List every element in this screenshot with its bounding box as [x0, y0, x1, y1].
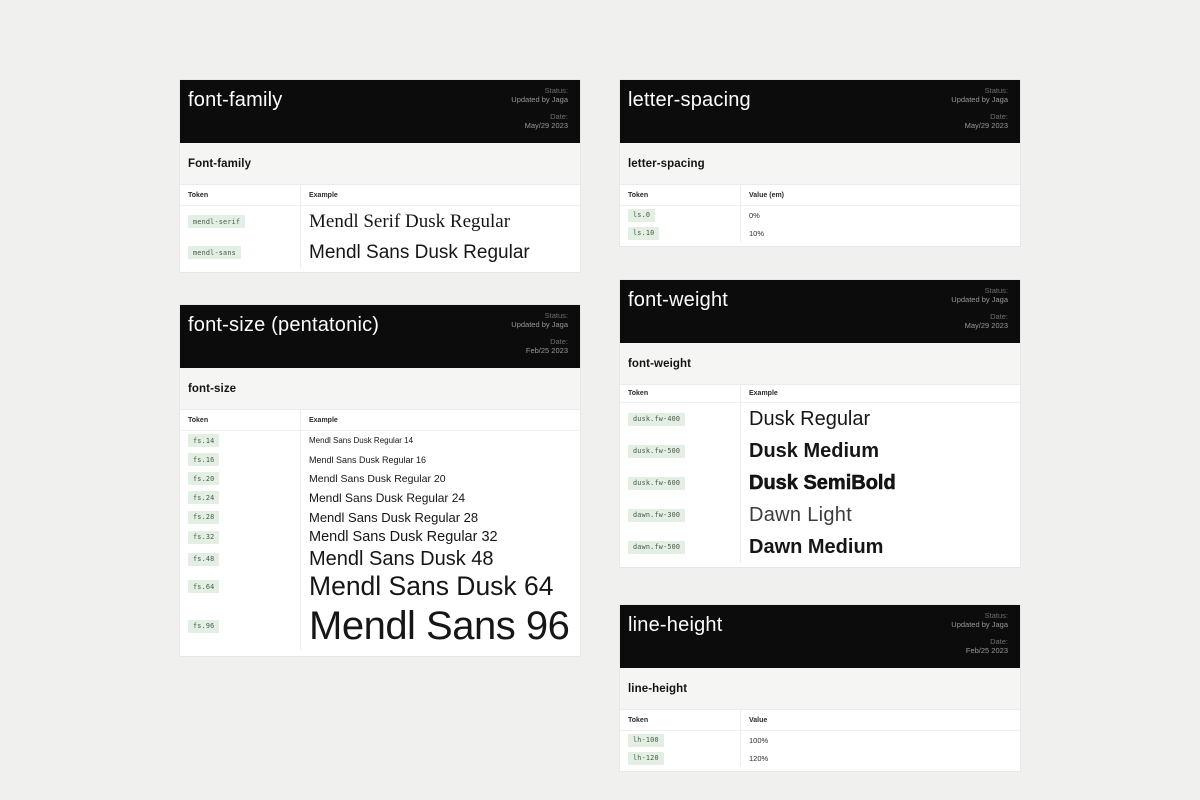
- table-header: [620, 185, 1020, 206]
- card-title: font-family: [188, 89, 283, 111]
- token-card-font-size[interactable]: [180, 305, 580, 656]
- column-header-token: Token: [628, 716, 649, 724]
- card-header: [180, 80, 580, 143]
- token-example: Dusk Medium: [749, 439, 880, 462]
- card-title: letter-spacing: [628, 89, 751, 111]
- date-value: May/29 2023: [524, 121, 568, 130]
- token-table: [180, 185, 580, 272]
- token-table: [620, 385, 1020, 567]
- column-header-value: Value: [740, 710, 1020, 730]
- token-example: Mendl Sans 96: [309, 603, 570, 648]
- column-header-token: Token: [628, 390, 649, 397]
- token-badge: mendl-sans: [188, 246, 241, 259]
- column-header-value: Value (em): [740, 185, 1020, 205]
- token-example: Dawn Medium: [749, 535, 884, 558]
- column-header-token: Token: [628, 191, 649, 199]
- token-example: Mendl Sans Dusk Regular 32: [309, 529, 498, 545]
- date-label: Date:: [550, 112, 568, 121]
- card-header: [180, 305, 580, 368]
- section-title: font-size: [188, 382, 237, 395]
- card-meta: [951, 611, 1008, 655]
- token-example: Mendl Sans Dusk Regular 24: [309, 490, 466, 505]
- table-row: [620, 467, 1020, 499]
- table-row: [180, 602, 580, 650]
- status-label: Status:: [544, 311, 568, 320]
- token-table: [620, 710, 1020, 771]
- date-value: May/29 2023: [964, 121, 1008, 130]
- token-badge: fs.64: [188, 580, 219, 593]
- section-band: [620, 668, 1020, 710]
- card-title: font-weight: [628, 289, 729, 311]
- token-value: 120%: [749, 753, 769, 763]
- token-example: Mendl Sans Dusk Regular 16: [309, 454, 427, 465]
- token-badge: fs.96: [188, 620, 219, 633]
- date-value: May/29 2023: [964, 321, 1008, 330]
- token-example: Dusk Regular: [749, 407, 871, 430]
- status-label: Status:: [544, 86, 568, 95]
- table-row: [620, 749, 1020, 767]
- status-value: Updated by Jaga: [511, 320, 568, 329]
- token-example: Mendl Serif Dusk Regular: [309, 210, 511, 232]
- table-row: [180, 507, 580, 527]
- table-row: [620, 731, 1020, 749]
- token-badge: fs.28: [188, 511, 219, 524]
- token-card-letter-spacing[interactable]: [620, 80, 1020, 246]
- token-value: 100%: [749, 735, 769, 745]
- status-label: Status:: [984, 86, 1008, 95]
- table-row: [180, 571, 580, 602]
- date-label: Date:: [990, 312, 1008, 321]
- table-row: [180, 431, 580, 450]
- table-row: [620, 206, 1020, 224]
- token-example: Mendl Sans Dusk Regular: [309, 241, 530, 263]
- table-row: [180, 450, 580, 469]
- token-badge: mendl-serif: [188, 215, 245, 228]
- section-band: [620, 343, 1020, 385]
- token-example: Mendl Sans Dusk Regular 14: [309, 436, 414, 445]
- status-label: Status:: [984, 611, 1008, 620]
- column-header-example: Example: [300, 185, 580, 205]
- status-value: Updated by Jaga: [951, 295, 1008, 304]
- card-header: [620, 80, 1020, 143]
- table-row: [180, 527, 580, 547]
- token-badge: lh-120: [628, 752, 664, 765]
- token-badge: dawn.fw-300: [628, 509, 685, 522]
- card-meta: [511, 311, 568, 355]
- token-badge: dusk.fw-400: [628, 413, 685, 426]
- token-card-font-weight[interactable]: [620, 280, 1020, 567]
- date-value: Feb/25 2023: [965, 646, 1008, 655]
- token-value: 0%: [749, 210, 760, 220]
- table-row: [620, 499, 1020, 531]
- token-badge: fs.20: [188, 472, 219, 485]
- column-header-example: Example: [300, 410, 580, 430]
- section-title: font-weight: [628, 357, 692, 370]
- column-header-token: Token: [188, 191, 209, 199]
- section-band: [180, 143, 580, 185]
- table-header: [180, 410, 580, 431]
- table-header: [180, 185, 580, 206]
- status-label: Status:: [984, 286, 1008, 295]
- card-title: line-height: [628, 614, 723, 636]
- card-meta: [511, 86, 568, 130]
- date-value: Feb/25 2023: [525, 346, 568, 355]
- card-meta: [951, 286, 1008, 330]
- table-row: [620, 224, 1020, 242]
- table-row: [180, 469, 580, 488]
- section-title: Font-family: [188, 157, 252, 170]
- card-title: font-size (pentatonic): [188, 314, 380, 336]
- card-meta: [951, 86, 1008, 130]
- table-row: [180, 488, 580, 507]
- column-header-example: Example: [740, 385, 1020, 402]
- token-table: [620, 185, 1020, 246]
- table-row: [620, 403, 1020, 435]
- token-example: Mendl Sans Dusk 48: [309, 547, 494, 570]
- token-table: [180, 410, 580, 656]
- token-example: Mendl Sans Dusk Regular 20: [309, 472, 446, 485]
- table-row: [180, 547, 580, 571]
- table-row: [620, 435, 1020, 467]
- token-card-font-family[interactable]: [180, 80, 580, 272]
- section-title: line-height: [628, 682, 688, 695]
- token-example: Mendl Sans Dusk 64: [309, 571, 554, 601]
- card-header: [620, 280, 1020, 343]
- column-header-token: Token: [188, 416, 209, 424]
- section-title: letter-spacing: [628, 157, 705, 170]
- token-example: Dusk SemiBold: [749, 471, 896, 494]
- token-badge: lh-100: [628, 734, 664, 747]
- token-badge: fs.24: [188, 491, 219, 504]
- token-badge: ls.10: [628, 227, 659, 240]
- token-card-line-height[interactable]: [620, 605, 1020, 771]
- card-header: [620, 605, 1020, 668]
- token-badge: dusk.fw-500: [628, 445, 685, 458]
- token-example: Dawn Light: [749, 503, 853, 526]
- token-badge: dawn.fw-500: [628, 541, 685, 554]
- section-band: [620, 143, 1020, 185]
- table-row: [180, 237, 580, 268]
- token-badge: ls.0: [628, 209, 655, 222]
- table-header: [620, 710, 1020, 731]
- table-row: [180, 206, 580, 237]
- token-badge: fs.48: [188, 553, 219, 566]
- table-row: [620, 531, 1020, 563]
- date-label: Date:: [990, 637, 1008, 646]
- token-badge: fs.16: [188, 453, 219, 466]
- table-header: [620, 385, 1020, 403]
- date-label: Date:: [990, 112, 1008, 121]
- status-value: Updated by Jaga: [951, 95, 1008, 104]
- token-badge: dusk.fw-600: [628, 477, 685, 490]
- status-value: Updated by Jaga: [951, 620, 1008, 629]
- date-label: Date:: [550, 337, 568, 346]
- status-value: Updated by Jaga: [511, 95, 568, 104]
- token-example: Mendl Sans Dusk Regular 28: [309, 509, 479, 525]
- token-value: 10%: [749, 228, 765, 238]
- token-badge: fs.32: [188, 531, 219, 544]
- section-band: [180, 368, 580, 410]
- token-badge: fs.14: [188, 434, 219, 447]
